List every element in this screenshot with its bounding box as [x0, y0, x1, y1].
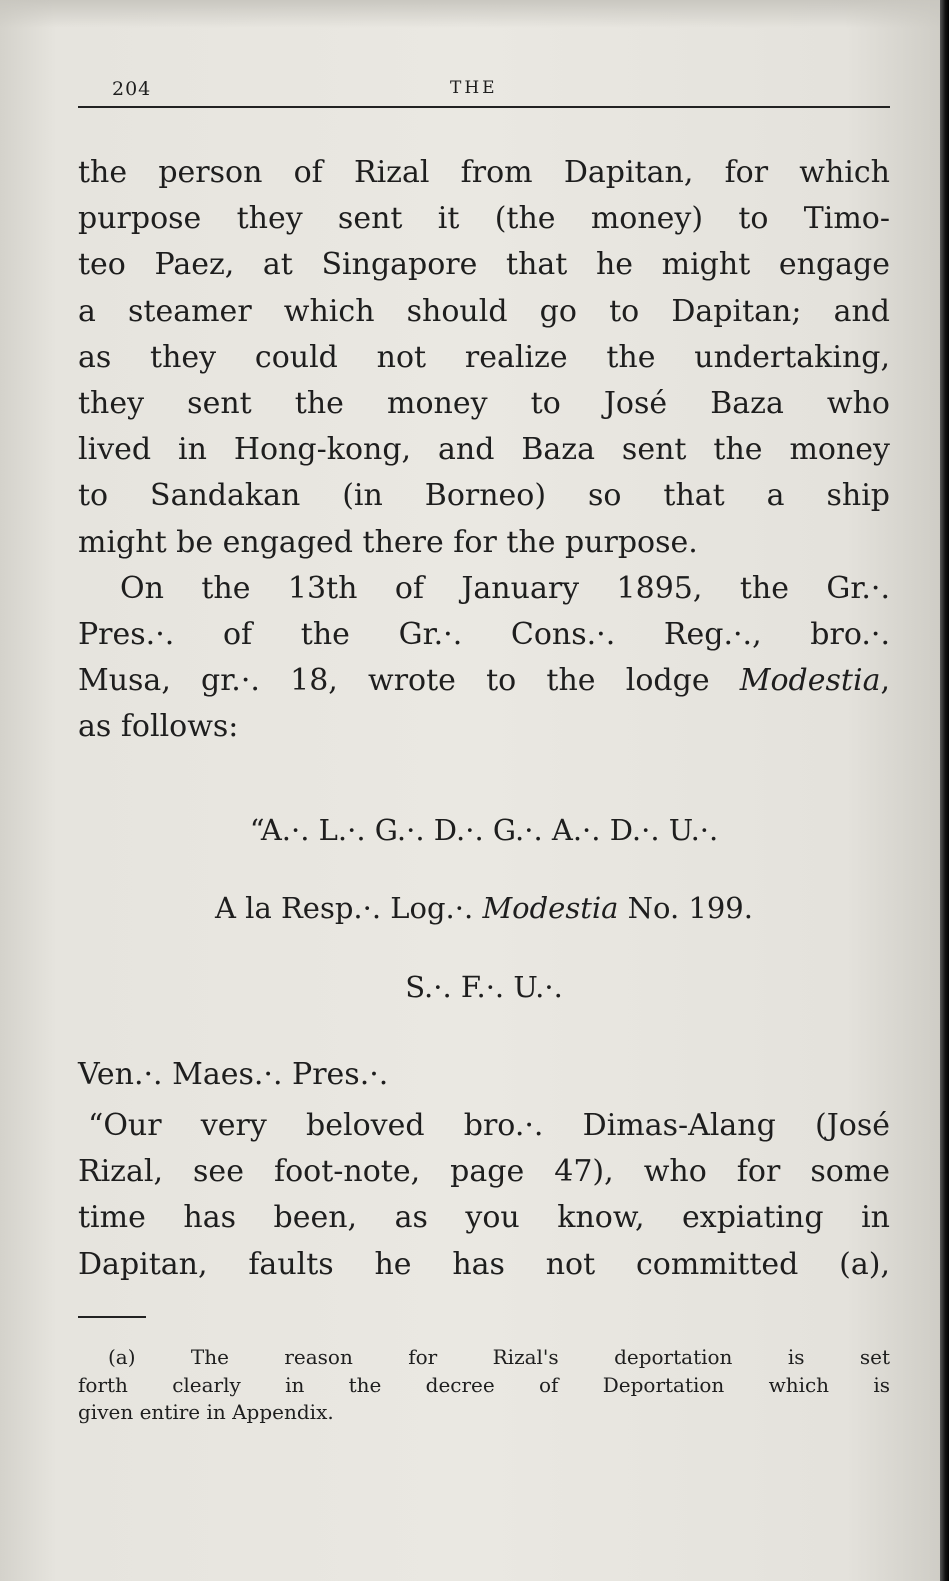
text-run: Musa, gr.·. 18, wrote to the lodge: [78, 663, 740, 699]
text-run: ,: [880, 663, 890, 699]
text-line: Dapitan, faults he has not committed (a),: [78, 1246, 890, 1282]
footnote-line: (a) The reason for Rizal's deportation is set: [108, 1345, 890, 1369]
footnote-rule: [78, 1316, 146, 1318]
ven-line: Ven.·. Maes.·. Pres.·.: [78, 1057, 389, 1092]
text-line: they sent the money to José Baza who: [78, 385, 890, 421]
footnote-line: given entire in Appendix.: [78, 1400, 334, 1424]
text-line: [78, 658, 890, 704]
quoted-letter: [78, 1103, 890, 1288]
text-line: teo Paez, at Singapore that he might engage: [78, 247, 890, 283]
text-line: Rizal, see foot-note, page 47), who for some: [78, 1154, 890, 1190]
text-line: lived in Hong-kong, and Baza sent the money: [78, 432, 890, 468]
text-line: as follows:: [78, 709, 239, 745]
book-spine-shadow: [940, 0, 949, 1581]
text-line: to Sandakan (in Borneo) so that a ship: [78, 478, 890, 514]
letter-salutation: S.·. F.·. U.·.: [405, 970, 563, 1004]
text-run: A la Resp.·. Log.·.: [215, 891, 483, 925]
text-line: as they could not realize the undertaking,: [78, 339, 890, 375]
letter-invocation: “A.·. L.·. G.·. D.·. G.·. A.·. D.·. U.·.: [249, 813, 719, 847]
letter-address: [78, 891, 890, 925]
lodge-name: Modestia: [482, 891, 619, 925]
text-line: purpose they sent it (the money) to Timo-: [78, 201, 890, 237]
page-number: 204: [112, 78, 152, 100]
header-rule: [78, 106, 890, 108]
text-run: No. 199.: [618, 891, 753, 925]
footnote-line: forth clearly in the decree of Deportation which is: [78, 1372, 890, 1397]
text-line: Pres.·. of the Gr.·. Cons.·. Reg.·., bro.·.: [78, 616, 890, 652]
page-header: [78, 78, 890, 118]
body-text: [78, 150, 890, 750]
text-line: might be engaged there for the purpose.: [78, 524, 698, 560]
text-line: On the 13th of January 1895, the Gr.·.: [120, 570, 890, 606]
text-line: time has been, as you know, expiating in: [78, 1200, 890, 1236]
text-line: “Our very beloved bro.·. Dimas-Alang (José: [88, 1108, 890, 1143]
page-top-shadow: [0, 0, 940, 28]
footnote: [78, 1344, 890, 1427]
text-line: the person of Rizal from Dapitan, for which: [78, 155, 890, 190]
text-line: a steamer which should go to Dapitan; and: [78, 293, 890, 329]
lodge-name: Modestia: [739, 663, 881, 699]
running-head: THE: [450, 78, 498, 98]
